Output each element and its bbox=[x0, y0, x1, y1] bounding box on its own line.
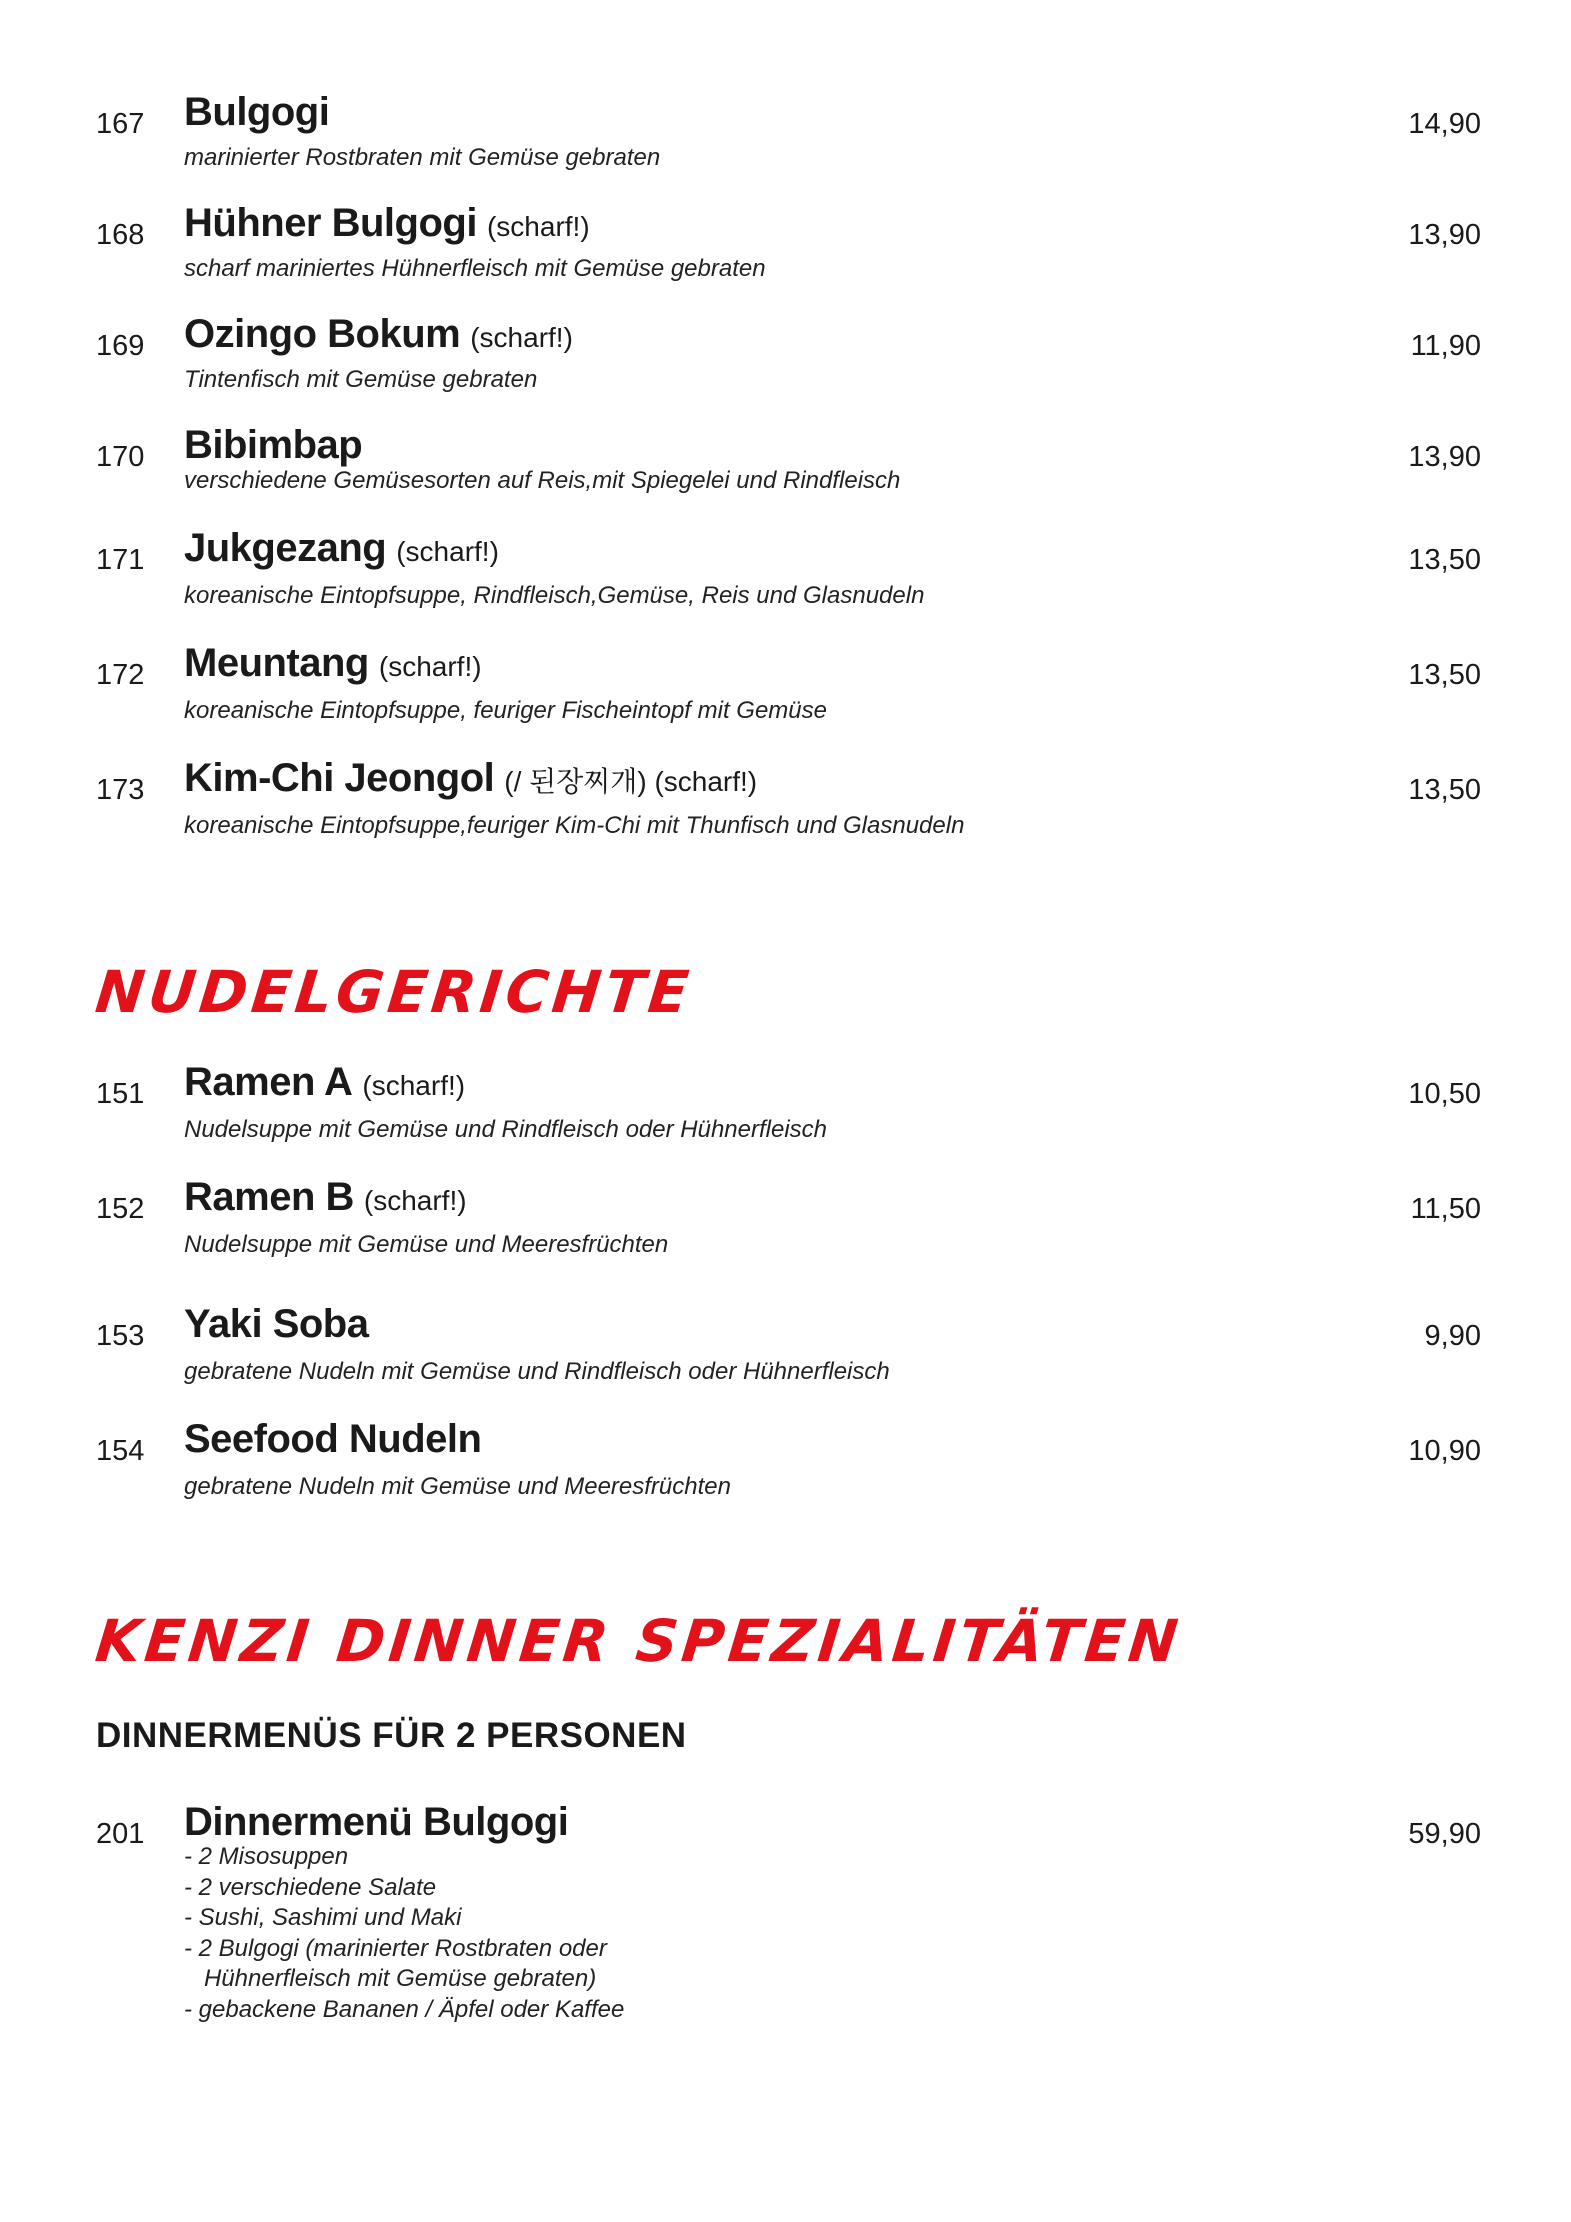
item-price: 13,50 bbox=[1408, 544, 1481, 576]
item-description: gebratene Nudeln mit Gemüse und Rindfleisch oder Hühnerfleisch bbox=[184, 1358, 890, 1385]
item-price: 13,50 bbox=[1408, 659, 1481, 691]
item-price: 13,90 bbox=[1408, 441, 1481, 473]
item-number: 170 bbox=[96, 441, 145, 473]
list-item: Hühnerfleisch mit Gemüse gebraten) bbox=[184, 1965, 597, 1993]
item-note: (/ 된장찌개) (scharf!) bbox=[504, 766, 758, 797]
item-number: 152 bbox=[96, 1193, 145, 1225]
item-note: (scharf!) bbox=[363, 1185, 467, 1216]
item-note: (scharf!) bbox=[396, 536, 499, 567]
item-description: scharf mariniertes Hühnerfleisch mit Gemüse gebraten bbox=[184, 255, 766, 282]
item-name: Dinnermenü Bulgogi bbox=[184, 1800, 569, 1844]
item-price: 10,50 bbox=[1408, 1078, 1481, 1110]
item-name: Kim-Chi Jeongol bbox=[184, 756, 495, 800]
item-description: Nudelsuppe mit Gemüse und Rindfleisch oder Hühnerfleisch bbox=[184, 1116, 828, 1143]
item-number: 171 bbox=[96, 544, 145, 576]
item-number: 151 bbox=[96, 1078, 145, 1110]
item-description: koreanische Eintopfsuppe, feuriger Fischeintopf mit Gemüse bbox=[184, 697, 827, 724]
menu-contents-list bbox=[184, 1842, 624, 2026]
item-description: koreanische Eintopfsuppe,feuriger Kim-Chi mit Thunfisch und Glasnudeln bbox=[184, 812, 965, 839]
item-number: 173 bbox=[96, 774, 145, 806]
item-description: koreanische Eintopfsuppe, Rindfleisch,Gemüse, Reis und Glasnudeln bbox=[184, 582, 925, 609]
item-price: 9,90 bbox=[1424, 1320, 1481, 1352]
item-name: Meuntang bbox=[184, 641, 369, 685]
item-price: 13,90 bbox=[1408, 219, 1481, 251]
item-note: (scharf!) bbox=[378, 651, 482, 682]
item-name: Ozingo Bokum bbox=[184, 312, 461, 356]
item-number: 153 bbox=[96, 1320, 145, 1352]
section-title-dinner: KENZI DINNER SPEZIALITÄTEN bbox=[92, 1607, 1185, 1675]
section-subtitle: DINNERMENÜS FÜR 2 PERSONEN bbox=[96, 1716, 687, 1755]
item-name: Hühner Bulgogi bbox=[184, 201, 477, 245]
section-title-noodles: NUDELGERICHTE bbox=[92, 958, 696, 1026]
item-number: 201 bbox=[96, 1818, 145, 1850]
item-price: 14,90 bbox=[1408, 108, 1481, 140]
item-name: Ramen B bbox=[184, 1175, 354, 1219]
item-description: Nudelsuppe mit Gemüse und Meeresfrüchten bbox=[184, 1231, 669, 1258]
item-number: 168 bbox=[96, 219, 145, 251]
item-price: 13,50 bbox=[1408, 774, 1481, 806]
item-number: 154 bbox=[96, 1435, 145, 1467]
list-item: - gebackene Bananen / Äpfel oder Kaffee bbox=[184, 1995, 625, 2023]
list-item: - Sushi, Sashimi und Maki bbox=[184, 1904, 462, 1932]
item-description: Tintenfisch mit Gemüse gebraten bbox=[184, 366, 538, 393]
item-name: Jukgezang bbox=[184, 526, 387, 570]
item-name: Yaki Soba bbox=[184, 1302, 369, 1346]
item-number: 172 bbox=[96, 659, 145, 691]
item-note: (scharf!) bbox=[362, 1070, 466, 1101]
list-item: - 2 Misosuppen bbox=[184, 1843, 349, 1870]
item-description: gebratene Nudeln mit Gemüse und Meeresfrüchten bbox=[184, 1473, 731, 1500]
item-description: verschiedene Gemüsesorten auf Reis,mit Spiegelei und Rindfleisch bbox=[184, 467, 901, 494]
item-price: 11,90 bbox=[1410, 330, 1481, 362]
item-note: (scharf!) bbox=[486, 211, 590, 242]
list-item: - 2 Bulgogi (marinierter Rostbraten oder bbox=[184, 1934, 607, 1962]
item-price: 10,90 bbox=[1408, 1435, 1481, 1467]
item-price: 11,50 bbox=[1410, 1193, 1481, 1225]
list-item: - 2 verschiedene Salate bbox=[184, 1873, 437, 1901]
item-name: Seefood Nudeln bbox=[184, 1417, 482, 1461]
item-name: Bulgogi bbox=[184, 90, 330, 134]
item-number: 167 bbox=[96, 108, 145, 140]
item-name: Bibimbap bbox=[184, 423, 363, 467]
item-note: (scharf!) bbox=[470, 322, 573, 353]
item-number: 169 bbox=[96, 330, 145, 362]
item-description: marinierter Rostbraten mit Gemüse gebraten bbox=[184, 144, 661, 171]
item-name: Ramen A bbox=[184, 1060, 353, 1104]
item-price: 59,90 bbox=[1408, 1818, 1481, 1850]
